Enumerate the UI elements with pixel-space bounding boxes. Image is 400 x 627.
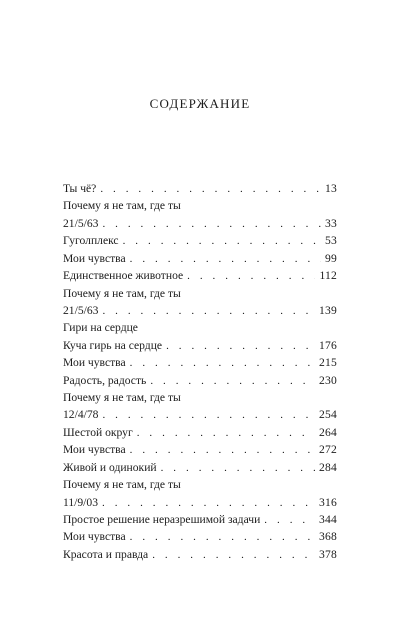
dot-leader — [130, 355, 315, 372]
toc-entry-label: 12/4/78 — [63, 408, 99, 422]
toc-entry-final-line — [63, 354, 337, 371]
dot-leader — [187, 268, 315, 285]
dot-leader — [102, 407, 315, 424]
toc-page-number: 344 — [319, 513, 337, 527]
dot-leader — [264, 512, 315, 529]
toc-page-number: 264 — [319, 425, 337, 439]
toc-entry-final-line — [63, 441, 337, 458]
toc-entry-label: Живой и одинокий — [63, 460, 157, 474]
toc-entry-line — [63, 319, 337, 336]
toc-page-number: 33 — [325, 216, 337, 230]
toc-entry — [63, 267, 337, 284]
toc-entry-final-line — [63, 406, 337, 423]
toc-entry-final-line — [63, 372, 337, 389]
toc-entry-label: Мои чувства — [63, 530, 126, 544]
toc-entry-final-line — [63, 302, 337, 319]
toc-entry-label: Почему я не там, где ты — [63, 391, 181, 405]
toc-entry — [63, 197, 337, 232]
toc-entry-label: Куча гирь на сердце — [63, 338, 163, 352]
toc-entry-final-line — [63, 250, 337, 267]
toc-page-number: 99 — [325, 251, 337, 265]
dot-leader — [130, 442, 315, 459]
toc-entry — [63, 511, 337, 528]
toc-entry-label: 11/9/03 — [63, 495, 98, 509]
toc-heading: СОДЕРЖАНИЕ — [149, 96, 251, 111]
toc-page-number: 378 — [319, 547, 337, 561]
toc-entry-label: Мои чувства — [63, 356, 126, 370]
toc-entry — [63, 354, 337, 371]
dot-leader — [152, 547, 315, 564]
toc-page-number: 53 — [325, 234, 337, 248]
toc-entry-label: 21/5/63 — [63, 216, 99, 230]
toc-entry-label: Почему я не там, где ты — [63, 199, 181, 213]
table-of-contents — [63, 180, 337, 563]
dot-leader — [161, 460, 315, 477]
toc-entry-final-line — [63, 232, 337, 249]
toc-entry — [63, 180, 337, 197]
toc-entry-label: Единственное животное — [63, 269, 184, 283]
toc-entry-label: Почему я не там, где ты — [63, 286, 181, 300]
toc-entry — [63, 459, 337, 476]
toc-entry-final-line — [63, 424, 337, 441]
toc-page-number: 139 — [319, 303, 337, 317]
toc-entry-label: Мои чувства — [63, 251, 126, 265]
toc-entry-final-line — [63, 337, 337, 354]
toc-entry-label: Радость, радость — [63, 373, 147, 387]
toc-entry-label: Красота и правда — [63, 547, 149, 561]
dot-leader — [166, 338, 315, 355]
toc-entry — [63, 319, 337, 354]
toc-page-number: 254 — [319, 408, 337, 422]
toc-entry — [63, 441, 337, 458]
toc-entry-final-line — [63, 215, 337, 232]
toc-entry — [63, 424, 337, 441]
toc-entry-line — [63, 476, 337, 493]
toc-entry-final-line — [63, 511, 337, 528]
toc-page-number: 112 — [319, 269, 337, 283]
toc-entry-label: Шестой округ — [63, 425, 133, 439]
toc-entry-final-line — [63, 180, 337, 197]
toc-entry-final-line — [63, 494, 337, 511]
toc-entry-line — [63, 389, 337, 406]
toc-entry-label: Мои чувства — [63, 443, 126, 457]
toc-page-number: 368 — [319, 530, 337, 544]
toc-entry — [63, 250, 337, 267]
toc-entry-label: Простое решение неразрешимой задачи — [63, 513, 261, 527]
toc-entry — [63, 528, 337, 545]
toc-page-number: 13 — [325, 182, 337, 195]
toc-entry — [63, 476, 337, 511]
toc-entry — [63, 232, 337, 249]
toc-entry — [63, 546, 337, 563]
toc-page-number: 230 — [319, 373, 337, 387]
toc-entry-label: Гири на сердце — [63, 321, 138, 335]
dot-leader — [130, 251, 321, 268]
dot-leader — [150, 373, 315, 390]
toc-entry-label: Ты чё? — [63, 182, 97, 195]
dot-leader — [102, 303, 315, 320]
toc-entry-final-line — [63, 528, 337, 545]
toc-page-number: 284 — [319, 460, 337, 474]
toc-entry-final-line — [63, 459, 337, 476]
toc-page-number: 316 — [319, 495, 337, 509]
toc-entry — [63, 285, 337, 320]
toc-entry-final-line — [63, 546, 337, 563]
toc-page-number: 272 — [319, 443, 337, 457]
toc-entry-line — [63, 285, 337, 302]
dot-leader — [137, 425, 315, 442]
toc-entry-label: Почему я не там, где ты — [63, 478, 181, 492]
toc-page-number: 176 — [319, 338, 337, 352]
toc-entry-final-line — [63, 267, 337, 284]
dot-leader — [123, 233, 321, 250]
toc-page-number: 215 — [319, 356, 337, 370]
toc-entry-label: 21/5/63 — [63, 303, 99, 317]
toc-entry-label: Гуголплекс — [63, 234, 119, 248]
toc-entry — [63, 389, 337, 424]
toc-entry-line — [63, 197, 337, 214]
dot-leader — [102, 495, 315, 512]
dot-leader — [100, 181, 321, 198]
toc-entry — [63, 372, 337, 389]
dot-leader — [102, 216, 321, 233]
dot-leader — [130, 529, 315, 546]
